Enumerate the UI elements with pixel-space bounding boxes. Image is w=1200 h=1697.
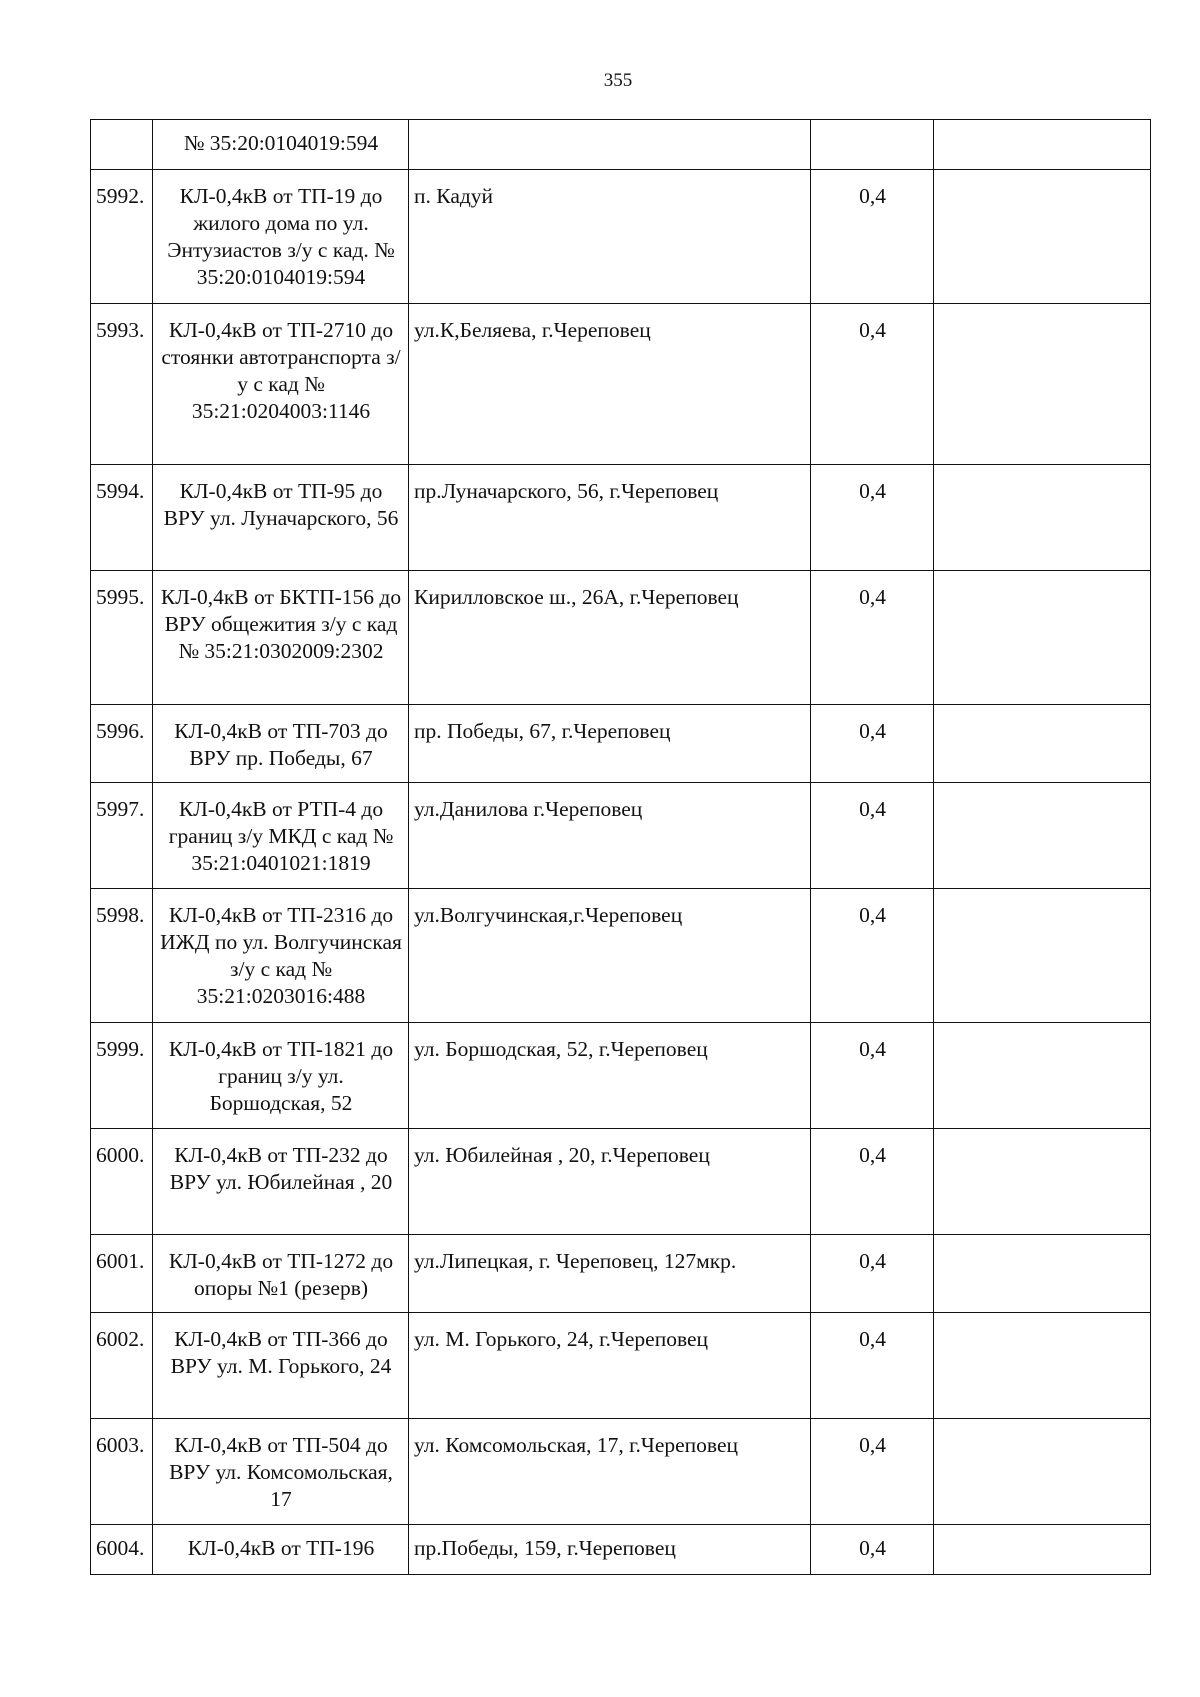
address-cell: пр. Победы, 67, г.Череповец xyxy=(409,705,811,783)
note-cell xyxy=(934,304,1151,465)
note-cell xyxy=(934,1419,1151,1525)
voltage-cell: 0,4 xyxy=(811,465,934,571)
note-cell xyxy=(934,170,1151,304)
note-cell xyxy=(934,120,1151,170)
voltage-cell: 0,4 xyxy=(811,1129,934,1235)
object-name-cell: КЛ-0,4кВ от ТП-703 до ВРУ пр. Победы, 67 xyxy=(153,705,409,783)
voltage-cell: 0,4 xyxy=(811,1525,934,1575)
voltage-cell: 0,4 xyxy=(811,170,934,304)
table-row xyxy=(91,783,1151,889)
table-row xyxy=(91,1023,1151,1129)
row-number-cell xyxy=(91,120,153,170)
voltage-cell: 0,4 xyxy=(811,1313,934,1419)
address-cell: ул.Волгучинская,г.Череповец xyxy=(409,889,811,1023)
table-row xyxy=(91,304,1151,465)
row-number-cell: 5995. xyxy=(91,571,153,705)
address-cell: ул.Липецкая, г. Череповец, 127мкр. xyxy=(409,1235,811,1313)
table-row xyxy=(91,1419,1151,1525)
row-number-cell: 6004. xyxy=(91,1525,153,1575)
note-cell xyxy=(934,1023,1151,1129)
object-name-cell: № 35:20:0104019:594 xyxy=(153,120,409,170)
address-cell: Кирилловское ш., 26А, г.Череповец xyxy=(409,571,811,705)
address-cell: ул.Данилова г.Череповец xyxy=(409,783,811,889)
row-number-cell: 5997. xyxy=(91,783,153,889)
object-name-cell: КЛ-0,4кВ от ТП-196 xyxy=(153,1525,409,1575)
note-cell xyxy=(934,783,1151,889)
table-row xyxy=(91,705,1151,783)
object-name-cell: КЛ-0,4кВ от ТП-19 до жилого дома по ул. Энтузиастов з/у с кад. № 35:20:0104019:594 xyxy=(153,170,409,304)
table-row xyxy=(91,120,1151,170)
row-number-cell: 6001. xyxy=(91,1235,153,1313)
object-name-cell: КЛ-0,4кВ от ТП-504 до ВРУ ул. Комсомольская, 17 xyxy=(153,1419,409,1525)
address-cell xyxy=(409,120,811,170)
voltage-cell: 0,4 xyxy=(811,1023,934,1129)
voltage-cell: 0,4 xyxy=(811,889,934,1023)
row-number-cell: 6003. xyxy=(91,1419,153,1525)
note-cell xyxy=(934,571,1151,705)
voltage-cell xyxy=(811,120,934,170)
table-row xyxy=(91,170,1151,304)
object-name-cell: КЛ-0,4кВ от РТП-4 до границ з/у МКД с кад № 35:21:0401021:1819 xyxy=(153,783,409,889)
row-number-cell: 5993. xyxy=(91,304,153,465)
note-cell xyxy=(934,889,1151,1023)
voltage-cell: 0,4 xyxy=(811,1419,934,1525)
address-cell: п. Кадуй xyxy=(409,170,811,304)
note-cell xyxy=(934,1235,1151,1313)
row-number-cell: 5996. xyxy=(91,705,153,783)
address-cell: ул.К,Беляева, г.Череповец xyxy=(409,304,811,465)
table-row xyxy=(91,1525,1151,1575)
address-cell: ул. Юбилейная , 20, г.Череповец xyxy=(409,1129,811,1235)
address-cell: ул. М. Горького, 24, г.Череповец xyxy=(409,1313,811,1419)
object-name-cell: КЛ-0,4кВ от ТП-2316 до ИЖД по ул. Волгучинская з/у с кад № 35:21:0203016:488 xyxy=(153,889,409,1023)
note-cell xyxy=(934,465,1151,571)
voltage-cell: 0,4 xyxy=(811,304,934,465)
object-name-cell: КЛ-0,4кВ от ТП-95 до ВРУ ул. Луначарского, 56 xyxy=(153,465,409,571)
row-number-cell: 5994. xyxy=(91,465,153,571)
table-row xyxy=(91,889,1151,1023)
table-row xyxy=(91,1129,1151,1235)
registry-table-body xyxy=(91,120,1151,1575)
page-number: 355 xyxy=(603,70,633,91)
address-cell: ул. Комсомольская, 17, г.Череповец xyxy=(409,1419,811,1525)
note-cell xyxy=(934,705,1151,783)
row-number-cell: 5999. xyxy=(91,1023,153,1129)
object-name-cell: КЛ-0,4кВ от ТП-1821 до границ з/у ул. Боршодская, 52 xyxy=(153,1023,409,1129)
row-number-cell: 6000. xyxy=(91,1129,153,1235)
voltage-cell: 0,4 xyxy=(811,783,934,889)
object-name-cell: КЛ-0,4кВ от БКТП-156 до ВРУ общежития з/у с кад № 35:21:0302009:2302 xyxy=(153,571,409,705)
note-cell xyxy=(934,1313,1151,1419)
row-number-cell: 5992. xyxy=(91,170,153,304)
table-row xyxy=(91,1235,1151,1313)
object-name-cell: КЛ-0,4кВ от ТП-232 до ВРУ ул. Юбилейная , 20 xyxy=(153,1129,409,1235)
table-row xyxy=(91,465,1151,571)
row-number-cell: 6002. xyxy=(91,1313,153,1419)
object-name-cell: КЛ-0,4кВ от ТП-1272 до опоры №1 (резерв) xyxy=(153,1235,409,1313)
object-name-cell: КЛ-0,4кВ от ТП-366 до ВРУ ул. М. Горького, 24 xyxy=(153,1313,409,1419)
registry-table xyxy=(90,119,1151,1575)
address-cell: пр.Победы, 159, г.Череповец xyxy=(409,1525,811,1575)
table-row xyxy=(91,1313,1151,1419)
table-row xyxy=(91,571,1151,705)
object-name-cell: КЛ-0,4кВ от ТП-2710 до стоянки автотранспорта з/у с кад № 35:21:0204003:1146 xyxy=(153,304,409,465)
address-cell: пр.Луначарского, 56, г.Череповец xyxy=(409,465,811,571)
voltage-cell: 0,4 xyxy=(811,1235,934,1313)
note-cell xyxy=(934,1129,1151,1235)
address-cell: ул. Боршодская, 52, г.Череповец xyxy=(409,1023,811,1129)
note-cell xyxy=(934,1525,1151,1575)
row-number-cell: 5998. xyxy=(91,889,153,1023)
voltage-cell: 0,4 xyxy=(811,571,934,705)
voltage-cell: 0,4 xyxy=(811,705,934,783)
